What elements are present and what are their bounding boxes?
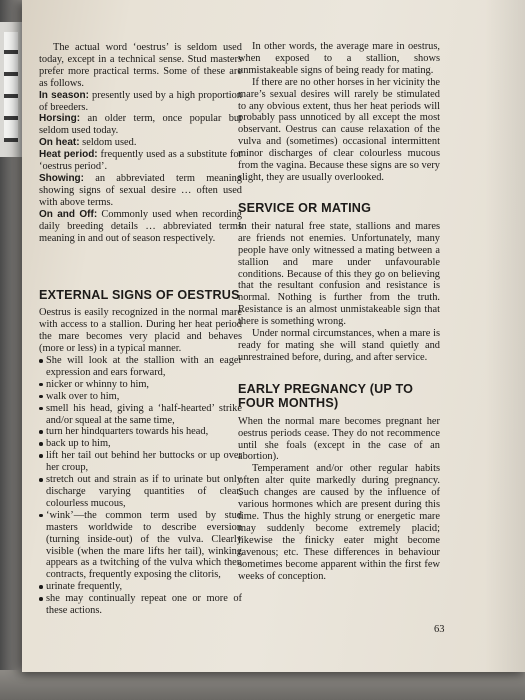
signs-list — [39, 355, 242, 617]
term-definition: an older term, once popular but seldom used today. — [39, 113, 242, 137]
paragraph: When the normal mare becomes pregnant her oestrus periods cease. They do not recommence until she foals (except in the case of an abortion). — [238, 415, 440, 463]
paragraph: Under normal circumstances, when a mare is ready for mating she will stand quietly and unrestrained before, during, and after service. — [238, 328, 440, 363]
term-definition: Commonly used when recording daily breeding details … abbreviated terms meaning in and out of season respectively. — [39, 208, 242, 244]
term-definition: an abbreviated term meaning showing signs of sexual desire … often used with above terms. — [39, 172, 242, 208]
term-label: In season: — [39, 89, 89, 101]
paragraph: If there are no other horses in her vicinity the mare’s sexual desires will rarely be stimulated to any obvious extent, thus her heat periods will probably pass unnoticed by all except the most observant. Oestrus can cause relaxation of the vulva and (sometimes) occasional intermittent minor discharges of clear colourless mucous from the vagina. Because these signs are so very slight, they are usually overlooked. — [238, 76, 440, 183]
term-definition: frequently used as a substitute for ‘oestrus period’. — [39, 149, 243, 173]
list-item: walk over to him, — [39, 391, 242, 403]
term-label: On heat: — [39, 137, 80, 149]
term-entry — [39, 209, 242, 245]
list-item: lift her tail out behind her buttocks or up over her croup, — [39, 450, 242, 474]
term-definition: presently used by a high proportion of breeders. — [39, 89, 243, 113]
list-item: urinate frequently, — [39, 581, 242, 593]
table-surface — [0, 670, 525, 700]
book-page — [22, 0, 525, 672]
term-entry — [39, 90, 242, 114]
term-label: On and Off: — [39, 208, 98, 220]
external-signs-intro: Oestrus is easily recognized in the normal mare with access to a stallion. During her heat period the mare becomes very placid and behaves (more or less) in a typical manner. — [39, 307, 242, 355]
list-item: back up to him, — [39, 438, 242, 450]
paragraph: In other words, the average mare in oestrus, when exposed to a stallion, shows unmistakeable signs of being ready for mating. — [238, 41, 440, 76]
intro-paragraph: The actual word ‘oestrus’ is seldom used today, except in a technical sense. Stud masters prefer more practical terms. Some of these are as follows. — [39, 42, 242, 89]
term-entry — [39, 113, 242, 137]
list-item: turn her hindquarters towards his head, — [39, 426, 242, 438]
list-item: ‘wink’—the common term used by stud masters worldwide to describe eversion (turning inside-out) of the vulva. Clearly visible (when the mare lifts her tail), winking appears as a twitching of the vulva which then contracts, frequently exposing the clitoris, — [39, 510, 242, 581]
term-entry — [39, 173, 242, 209]
list-item: smell his head, giving a ‘half-hearted’ strike and/or squeal at the same time, — [39, 403, 242, 427]
list-item: She will look at the stallion with an eager expression and ears forward, — [39, 355, 242, 379]
list-item: stretch out and strain as if to urinate but only discharge varying quantities of clear, colourless mucous, — [39, 474, 242, 510]
list-item: nicker or whinny to him, — [39, 379, 242, 391]
paragraph: In their natural free state, stallions and mares are friends not enemies. Unfortunately, many people have only witnessed a mating between a stallion and mare under unfavourable conditions. Because of this they go on believing that the resultant confusion and resistance is normal. Nothing is further from the truth. Resistance is an almost unmistakeable sign that there is something wrong. — [238, 220, 440, 328]
term-label: Showing: — [39, 172, 84, 184]
term-label: Heat period: — [39, 149, 98, 161]
right-column — [238, 41, 440, 582]
page-number: 63 — [434, 624, 445, 635]
term-entry — [39, 149, 242, 173]
list-item: she may continually repeat one or more of these actions. — [39, 593, 242, 617]
paragraph: Temperament and/or other regular habits often alter quite markedly during pregnancy. Such changes are caused by the influence of various hormones which are present during this time. Thus the highly strung or energetic mare may suddenly become extremely placid; likewise the finicky eater might become ravenous; etc. These differences in behaviour sometimes become apparent within the first few weeks of conception. — [238, 463, 440, 582]
heading-early-pregnancy: EARLY PREGNANCY (UP TO FOUR MONTHS) — [238, 381, 414, 410]
heading-service-or-mating: SERVICE OR MATING — [238, 200, 372, 215]
term-entry — [39, 137, 242, 149]
term-label: Horsing: — [39, 113, 81, 125]
terms-list — [39, 90, 242, 245]
heading-external-signs: EXTERNAL SIGNS OF OESTRUS — [39, 288, 240, 303]
left-column — [39, 42, 242, 617]
term-definition: seldom used. — [79, 137, 137, 149]
